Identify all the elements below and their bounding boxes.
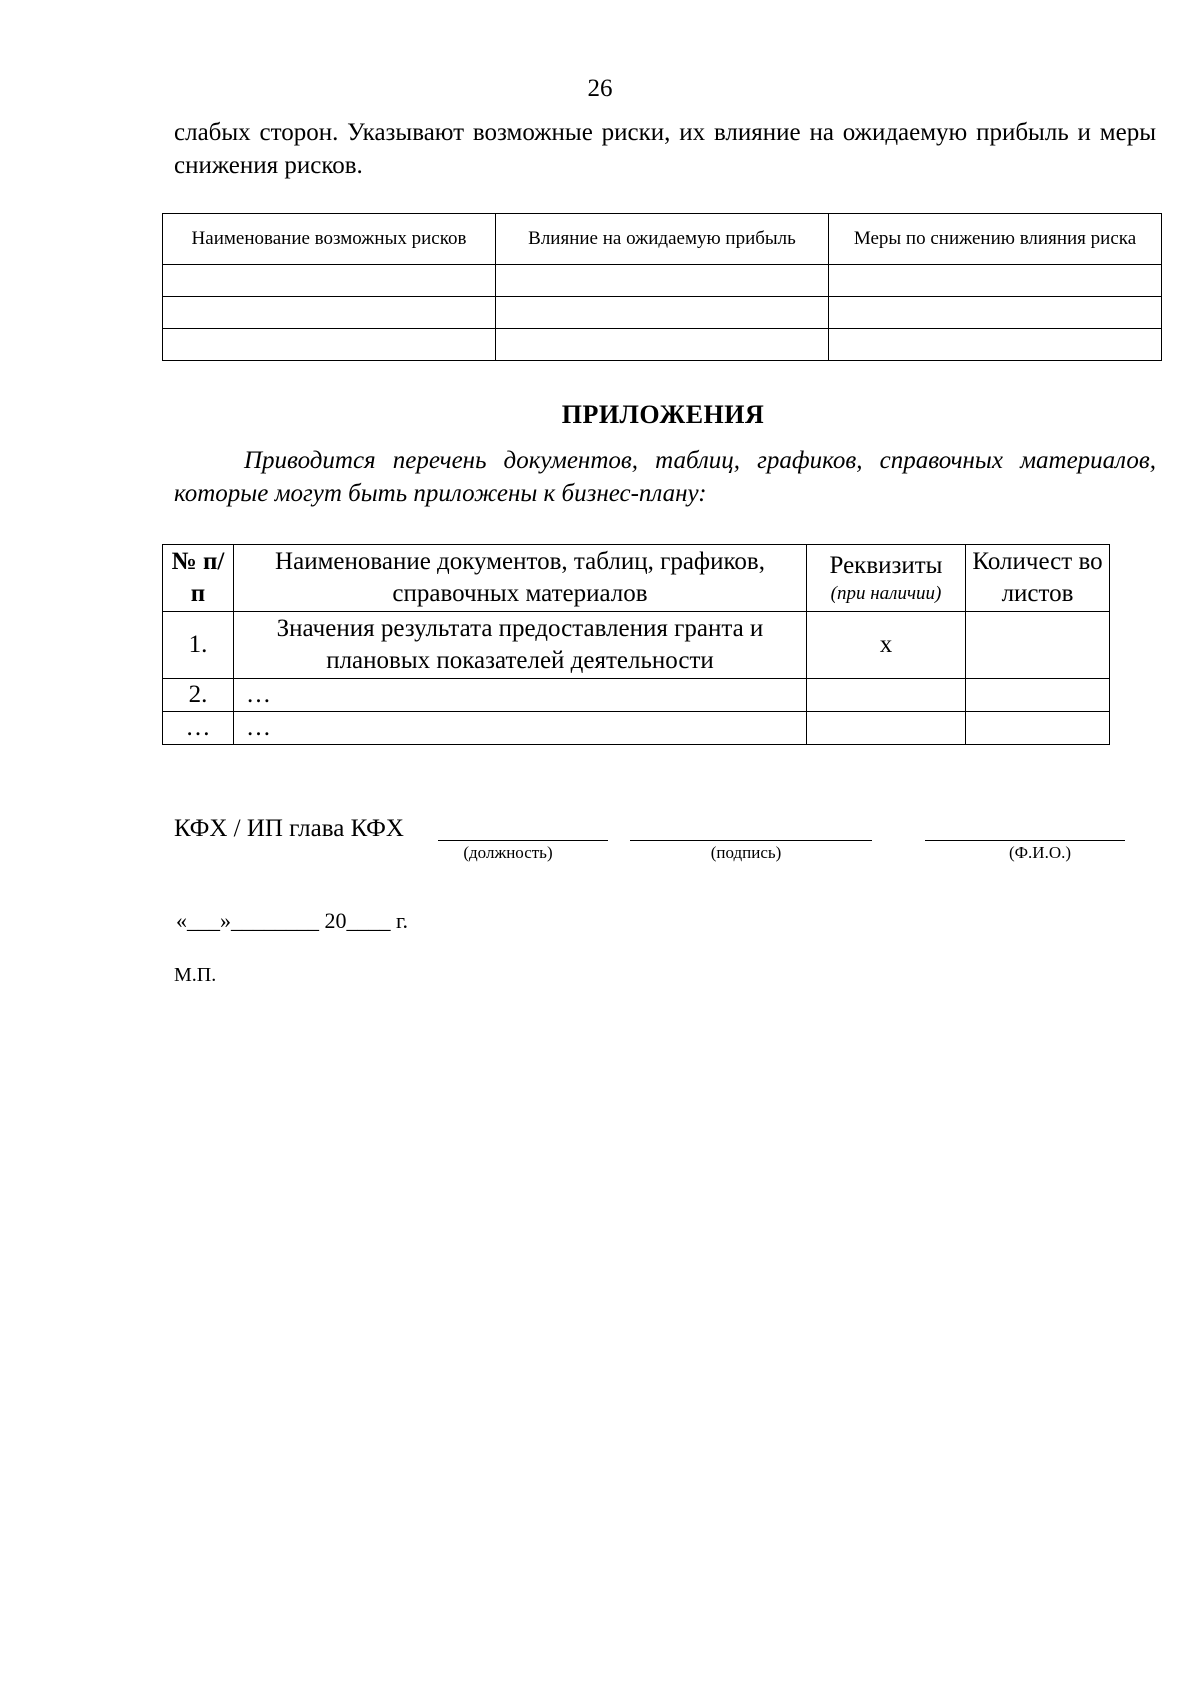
appendix-description: Приводится перечень документов, таблиц, графиков, справочных материалов, которые могут быть приложены к бизнес-плану: (174, 447, 1156, 507)
stamp-label: М.П. (174, 964, 217, 986)
docs-header-name: Наименование документов, таблиц, графиков, справочных материалов (234, 545, 807, 612)
document-name: … (234, 712, 807, 745)
document-name: … (234, 679, 807, 712)
table-row (163, 712, 1110, 745)
table-row (163, 265, 1162, 297)
full-name-caption: (Ф.И.О.) (1008, 843, 1072, 862)
document-name: Значения результата предоставления гранта и плановых показателей деятельности (234, 612, 807, 679)
document-sheets (966, 712, 1110, 745)
table-cell (163, 329, 496, 361)
document-sheets (966, 679, 1110, 712)
docs-table-header-row (163, 545, 1110, 612)
appendix-heading: ПРИЛОЖЕНИЯ (561, 400, 765, 429)
risk-header-name: Наименование возможных рисков (163, 214, 496, 265)
table-cell (829, 265, 1162, 297)
table-row (163, 679, 1110, 712)
table-cell (496, 265, 829, 297)
table-row (163, 329, 1162, 361)
document-requisites (807, 679, 966, 712)
row-number: … (163, 712, 234, 745)
table-cell (163, 297, 496, 329)
requisites-note: (при наличии) (830, 583, 942, 604)
signature-caption: (подпись) (710, 843, 782, 862)
risk-header-measures: Меры по снижению влияния риска (829, 214, 1162, 265)
docs-header-requisites (807, 545, 966, 612)
risk-table (162, 213, 1162, 361)
document-requisites (807, 712, 966, 745)
docs-header-sheets: Количест во листов (966, 545, 1110, 612)
document-requisites: х (807, 612, 966, 679)
row-number: 2. (163, 679, 234, 712)
docs-header-number: № п/п (163, 545, 234, 612)
date-line: «___»________ 20____ г. (176, 908, 409, 933)
full-name-line (925, 840, 1125, 841)
document-sheets (966, 612, 1110, 679)
position-caption: (должность) (463, 843, 553, 862)
table-cell (829, 329, 1162, 361)
page-number: 26 (587, 75, 613, 102)
table-cell (496, 329, 829, 361)
intro-paragraph: слабых сторон. Указывают возможные риски, их влияние на ожидаемую прибыль и меры снижения рисков. (174, 119, 1156, 179)
documents-table (162, 544, 1110, 745)
table-cell (163, 265, 496, 297)
table-cell (829, 297, 1162, 329)
risk-table-header-row (163, 214, 1162, 265)
signature-label: КФХ / ИП глава КФХ (174, 815, 404, 842)
risk-header-impact: Влияние на ожидаемую прибыль (496, 214, 829, 265)
table-row (163, 297, 1162, 329)
row-number: 1. (163, 612, 234, 679)
requisites-label: Реквизиты (829, 552, 943, 579)
table-cell (496, 297, 829, 329)
signature-line (630, 840, 872, 841)
table-row (163, 612, 1110, 679)
position-line (438, 840, 608, 841)
